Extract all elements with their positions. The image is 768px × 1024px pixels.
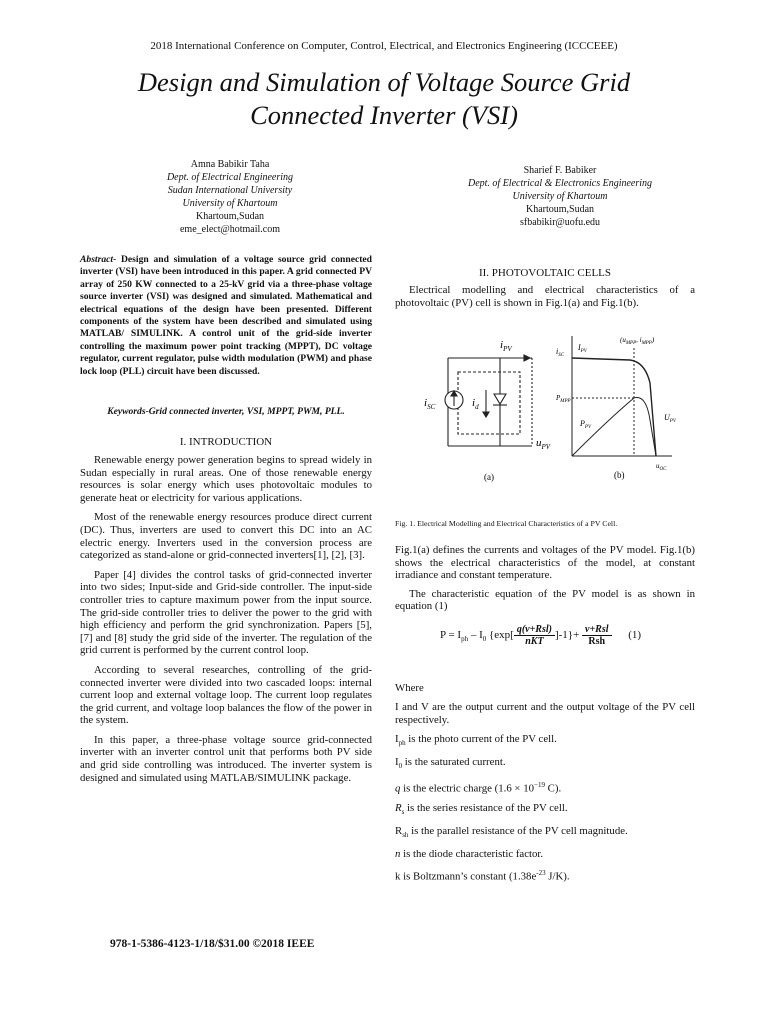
b-isc-label: $i_{SC}$ — [556, 347, 565, 358]
title-line-1: Design and Simulation of Voltage Source Grid — [137, 67, 631, 97]
def-q-a: q — [395, 782, 401, 795]
id-label: $i_d$ — [472, 397, 479, 411]
figure-background — [420, 328, 682, 488]
def-iv: I and V are the output current and the output voltage of the PV cell respectively. — [395, 701, 695, 726]
author-2-block — [420, 164, 700, 229]
intro-paragraph-2: Most of the renewable energy resources produce direct current (DC). Thus, inverters are used to convert this DC into an AC electric energy. Inverters used in the conversion process are categorized as stand-alone or grid-connected inverters[1], [2], [3]. — [80, 511, 372, 562]
def-i0 — [395, 756, 695, 773]
eq-frac1-den: nKT — [525, 636, 544, 647]
def-k-a: k is Boltzmann’s constant (1.38e — [395, 870, 537, 883]
isc-label: $i_{SC}$ — [424, 397, 436, 411]
eq-zero-sub: 0 — [482, 635, 487, 644]
author-1-name: Amna Babikir Taha — [190, 159, 270, 170]
intro-paragraph-3: Paper [4] divides the control tasks of grid-connected inverter into two sides; Input-side and Grid-side controller. The input-side controller tries to capture maximum power from the input source. The grid-side controller tries to deliver the power to the grid with high efficiency and perform the grid synchronization. Papers [5], [7] and [8] study the grid side of the inverter. The regulation of the grid current is performed by the current control loop. — [80, 568, 372, 657]
author-2-dept: Dept. of Electrical & Electronics Engineering — [467, 178, 653, 189]
def-iph — [395, 733, 695, 750]
paper-title — [60, 66, 708, 132]
author-1-city: Khartoum,Sudan — [195, 211, 265, 222]
author-2-email: sfbabikir@uofu.edu — [519, 217, 601, 228]
def-k — [395, 867, 695, 884]
title-line-2: Connected Inverter (VSI) — [250, 100, 518, 130]
section-2-paragraph-1: Fig.1(a) defines the currents and voltages of the PV model. Fig.1(b) shows the electrical characteristics of the model, at constant irradiance and constant temperature. — [395, 544, 695, 582]
eq-lhs: P = I — [440, 629, 462, 642]
introduction-text — [80, 454, 372, 791]
keywords: Keywords-Grid connected inverter, VSI, MPPT, PWM, PLL. — [107, 406, 345, 417]
where-label: Where — [395, 682, 424, 694]
def-iph-sub: ph — [398, 739, 406, 748]
b-ppv-label: $P_{PV}$ — [580, 419, 591, 430]
upv-label: $u_{PV}$ — [536, 437, 551, 451]
figure-caption: Fig. 1. Electrical Modelling and Electrical Characteristics of a PV Cell. — [395, 519, 618, 528]
def-k-sup: -23 — [536, 869, 546, 878]
author-1-email: eme_elect@hotmail.com — [179, 224, 280, 235]
def-rsh-sub: sh — [402, 831, 409, 840]
def-rsh — [395, 825, 695, 842]
def-i0-a: I — [395, 756, 399, 769]
section-2-heading: II. PHOTOVOLTAIC CELLS — [478, 267, 612, 279]
figure-a-label: (a) — [484, 472, 494, 482]
def-q-sup: −19 — [534, 781, 545, 790]
def-iph-a: I — [395, 733, 399, 745]
def-q-b: is the electric charge (1.6 × 10 — [400, 782, 535, 795]
b-ipv-label: $I_{PV}$ — [578, 343, 587, 354]
b-pmpp-label: $P_{MPP}$ — [556, 394, 571, 404]
def-n — [395, 848, 695, 861]
section-2-paragraph-2: The characteristic equation of the PV model is as shown in equation (1) — [395, 587, 695, 613]
def-q — [395, 779, 695, 796]
author-2-univ: University of Khartoum — [512, 191, 608, 202]
eq-frac2-den: Rsh — [588, 636, 606, 647]
def-rsh-b: is the parallel resistance of the PV cell magnitude. — [408, 825, 628, 838]
def-k-b: J/K). — [545, 870, 570, 883]
intro-paragraph-4: According to several researches, controlling of the grid-connected inverter were divided into two cascaded loops: internal current loop and external voltage loop. The current loop regulates the grid current, and voltage loop balances the flow of the power in the system. — [80, 663, 372, 727]
author-2-name: Sharief F. Babiker — [523, 165, 597, 176]
def-rs-a: R — [395, 801, 402, 814]
figure-b-label: (b) — [614, 470, 625, 480]
eq-fraction-2 — [582, 624, 611, 647]
intro-paragraph-1: Renewable energy power generation begins to spread widely in Sudan especially in rural areas. One of those renewable energy resources is solar energy which uses photovoltaic modules to generate heat or electricity for various applications. — [80, 454, 372, 504]
eq-frac2-num: v+Rsl — [582, 624, 611, 636]
b-upv-label: $U_{PV}$ — [664, 413, 676, 424]
def-q-c: C). — [544, 782, 562, 795]
author-1-dept: Dept. of Electrical Engineering — [166, 172, 294, 183]
ipv-label: $i_{PV}$ — [500, 339, 512, 353]
definitions — [395, 682, 695, 890]
eq-mid: ]-1}+ — [554, 629, 580, 642]
eq-minus: – I — [468, 629, 483, 642]
isbn-footer: 978-1-5386-4123-1/18/$31.00 ©2018 IEEE — [110, 938, 315, 950]
def-i0-sub: 0 — [398, 762, 403, 771]
b-uoc-label: $u_{OC}$ — [656, 462, 667, 472]
figure-1 — [420, 328, 682, 488]
section-2-body — [395, 544, 695, 619]
equation-1 — [440, 624, 700, 647]
def-n-a: n — [395, 848, 401, 861]
abstract-body: Design and simulation of a voltage source grid connected inverter (VSI) have been introduced in this paper. A grid connected PV array of 250 KW connected to a 25-kV grid via a three-phase voltage source inverter (VSI) was designed and simulated. Mathematical and electrical equations of the design have been presented. Different components of the system have been described and simulated using MATLAB/ SIMULINK. A control unit of the grid-side inverter controlling the maximum power point tracking (MPPT), DC voltage regulator, current regulator, pulse width modulation (PWM) and phase lock loop (PLL) circuit have been discussed. — [80, 254, 372, 377]
author-2-city: Khartoum,Sudan — [525, 204, 595, 215]
def-n-b: is the diode characteristic factor. — [400, 848, 544, 861]
conference-name: 2018 International Conference on Computer, Control, Electrical, and Electronics Engineering (ICCCEEE) — [150, 40, 618, 52]
eq-exp: {exp[ — [486, 629, 514, 642]
section-2-intro: Electrical modelling and electrical characteristics of a photovoltaic (PV) cell is shown in Fig.1(a) and Fig.1(b). — [395, 284, 695, 309]
intro-paragraph-5: In this paper, a three-phase voltage source grid-connected inverter with an inverter control unit that performs both PV side and grid side controlling was introduced. The inverter system is designed and simulated using MATLAB/SIMULINK package. — [80, 733, 372, 784]
def-rsh-a: R — [395, 825, 403, 838]
abstract — [80, 254, 372, 378]
author-1-univ-1: Sudan International University — [167, 185, 293, 196]
eq-fraction-1 — [514, 624, 555, 647]
author-1-univ-2: University of Khartoum — [182, 198, 278, 209]
def-rs — [395, 802, 695, 819]
author-1-block — [110, 158, 350, 236]
abstract-lead: Abstract- — [80, 254, 117, 265]
def-iph-b: is the photo current of the PV cell. — [405, 733, 557, 745]
eq-ph-sub: ph — [461, 635, 469, 644]
section-1-heading: I. INTRODUCTION — [179, 436, 273, 448]
def-rs-sub: s — [401, 808, 405, 817]
eq-frac1-num: q(v+Rsl) — [514, 624, 555, 636]
def-i0-b: is the saturated current. — [402, 756, 506, 769]
b-mpp-label: ($u_{MPP}$, $i_{MPP}$) — [620, 336, 655, 346]
eq-number: (1) — [628, 629, 642, 642]
def-rs-b: is the series resistance of the PV cell. — [404, 801, 568, 814]
